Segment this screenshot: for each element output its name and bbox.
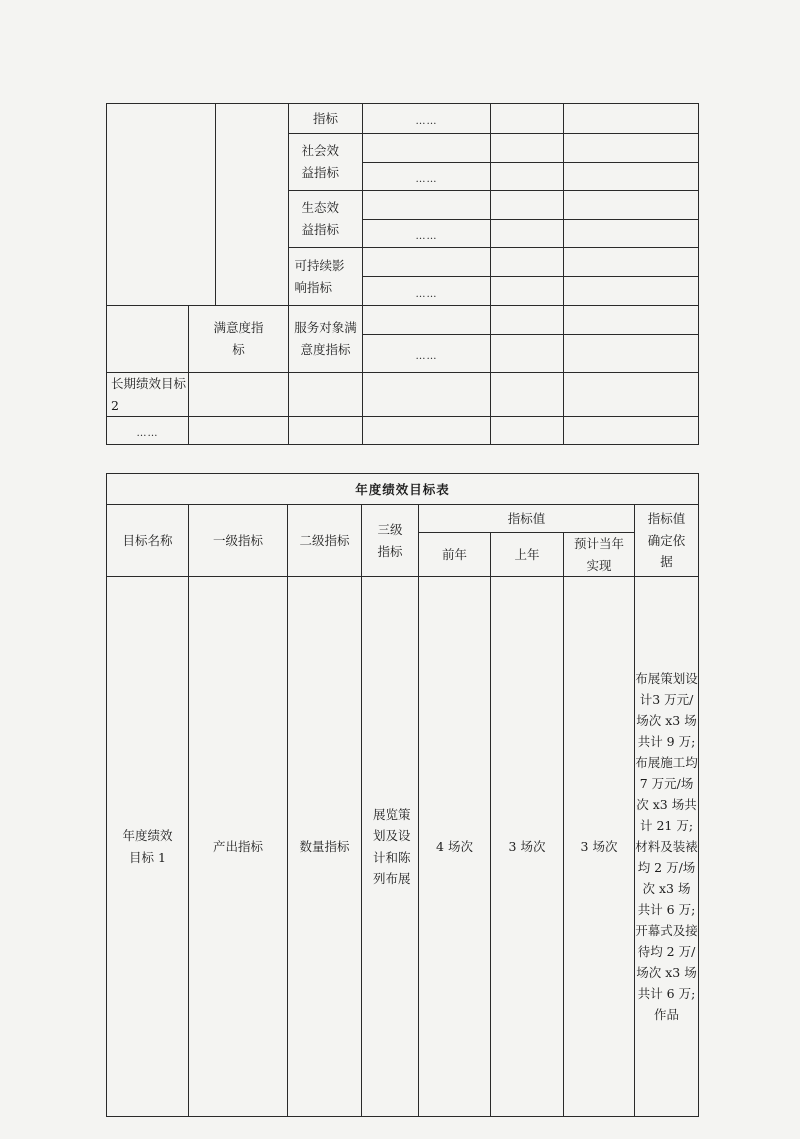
header-basis-text: 指标值确定依据 — [647, 511, 686, 570]
row-level3-text: 展览策划及设计和陈列布展 — [373, 806, 411, 887]
value-cell — [564, 220, 699, 248]
row-basis-text: 布展策划设计3 万元/场次 x3 场共计 9 万;布展施工均 7 万元/场次 x3 场共计 21 万;材料及装裱均 2 万/场次 x3 场 共计 6 万; 开幕式及接待均 2 万/场次 x3 场共计 6 万;作品 — [635, 671, 698, 1023]
header-last-year-text: 上年 — [514, 547, 540, 563]
row-level1 — [189, 577, 288, 1117]
annual-table-title-cell — [107, 474, 699, 505]
value-cell — [564, 248, 699, 277]
service-satisfaction-cell — [289, 306, 363, 373]
header-level1-text: 一级指标 — [212, 533, 263, 549]
ellipsis-text: …… — [415, 174, 438, 185]
value-cell — [491, 191, 564, 220]
ellipsis-text: …… — [415, 288, 438, 300]
value-cell — [564, 277, 699, 306]
ellipsis-cell — [107, 417, 189, 445]
row-prev-year-text: 4 场次 — [436, 839, 473, 855]
value-cell — [189, 373, 289, 417]
long-term-goal-table — [106, 103, 699, 445]
header-prev-year — [419, 533, 491, 577]
row-basis — [635, 577, 699, 1117]
header-goal-name — [107, 505, 189, 577]
ellipsis-cell — [363, 277, 491, 306]
value-cell — [564, 373, 699, 417]
satisfaction-level1-label: 满意度指标 — [213, 320, 264, 357]
header-level3 — [362, 505, 419, 577]
value-cell — [363, 373, 491, 417]
value-cell — [564, 191, 699, 220]
value-cell — [564, 306, 699, 335]
ellipsis-cell — [363, 163, 491, 191]
value-cell — [363, 417, 491, 445]
long-term-goal-2-cell — [107, 373, 189, 417]
value-cell — [289, 373, 363, 417]
header-level2-text: 二级指标 — [299, 533, 350, 549]
sustainable-impact-cell — [289, 248, 363, 306]
ecological-benefit-label: 生态效益指标 — [301, 200, 340, 237]
annual-table-title: 年度绩效目标表 — [355, 481, 450, 497]
ellipsis-text: …… — [415, 116, 438, 127]
indicator-label-cell — [289, 104, 363, 134]
row-prev-year — [419, 577, 491, 1117]
table-row — [107, 577, 699, 1117]
value-cell — [491, 163, 564, 191]
value-cell — [564, 335, 699, 373]
value-cell — [363, 134, 491, 163]
header-last-year — [491, 533, 564, 577]
value-cell — [289, 417, 363, 445]
ellipsis-cell — [363, 335, 491, 373]
row-last-year-text: 3 场次 — [508, 839, 546, 855]
header-level1 — [189, 505, 288, 577]
row-goal-name — [107, 577, 189, 1117]
social-benefit-label: 社会效益指标 — [301, 143, 340, 180]
indicator-label: 指标 — [312, 111, 338, 126]
header-indicator-value — [419, 505, 635, 533]
annual-goal-table — [106, 473, 699, 1117]
empty-cell-goal — [107, 306, 189, 373]
ecological-benefit-cell — [289, 191, 363, 248]
satisfaction-level1-cell — [189, 306, 289, 373]
value-cell — [189, 417, 289, 445]
value-cell — [564, 134, 699, 163]
empty-cell-level1 — [216, 104, 289, 306]
header-basis — [635, 505, 699, 577]
value-cell — [491, 248, 564, 277]
value-cell — [363, 306, 491, 335]
long-term-goal-2-label: 长期绩效目标 2 — [111, 376, 187, 413]
header-prev-year-text: 前年 — [441, 547, 467, 563]
value-cell — [491, 335, 564, 373]
value-cell — [491, 373, 564, 417]
value-cell — [363, 191, 491, 220]
value-cell — [491, 220, 564, 248]
ellipsis-cell — [363, 220, 491, 248]
row-expected-current-text: 3 场次 — [580, 839, 618, 855]
empty-cell-goal — [107, 104, 216, 306]
value-cell — [491, 417, 564, 445]
value-cell — [363, 248, 491, 277]
value-cell — [491, 104, 564, 134]
value-cell — [564, 163, 699, 191]
header-expected-current-text: 预计当年实现 — [573, 536, 624, 573]
value-cell — [491, 134, 564, 163]
row-level3 — [362, 577, 419, 1117]
header-level2 — [288, 505, 362, 577]
ellipsis-cell — [363, 104, 491, 134]
row-level2-text: 数量指标 — [299, 839, 350, 855]
row-level2 — [288, 577, 362, 1117]
row-last-year — [491, 577, 564, 1117]
value-cell — [491, 277, 564, 306]
header-indicator-value-text: 指标值 — [507, 511, 546, 526]
value-cell — [564, 104, 699, 134]
ellipsis-text: …… — [415, 231, 438, 242]
row-goal-name-text: 年度绩效目标 1 — [122, 828, 173, 865]
header-expected-current — [564, 533, 635, 577]
social-benefit-cell — [289, 134, 363, 191]
ellipsis-text: …… — [415, 351, 438, 362]
value-cell — [564, 417, 699, 445]
ellipsis-text: …… — [136, 428, 159, 440]
value-cell — [491, 306, 564, 335]
row-expected-current — [564, 577, 635, 1117]
header-level3-text: 三级指标 — [377, 522, 403, 559]
row-level1-text: 产出指标 — [212, 839, 263, 855]
header-goal-name-text: 目标名称 — [122, 533, 173, 549]
service-satisfaction-label: 服务对象满意度指标 — [294, 320, 357, 357]
sustainable-impact-label: 可持续影响指标 — [294, 257, 345, 295]
